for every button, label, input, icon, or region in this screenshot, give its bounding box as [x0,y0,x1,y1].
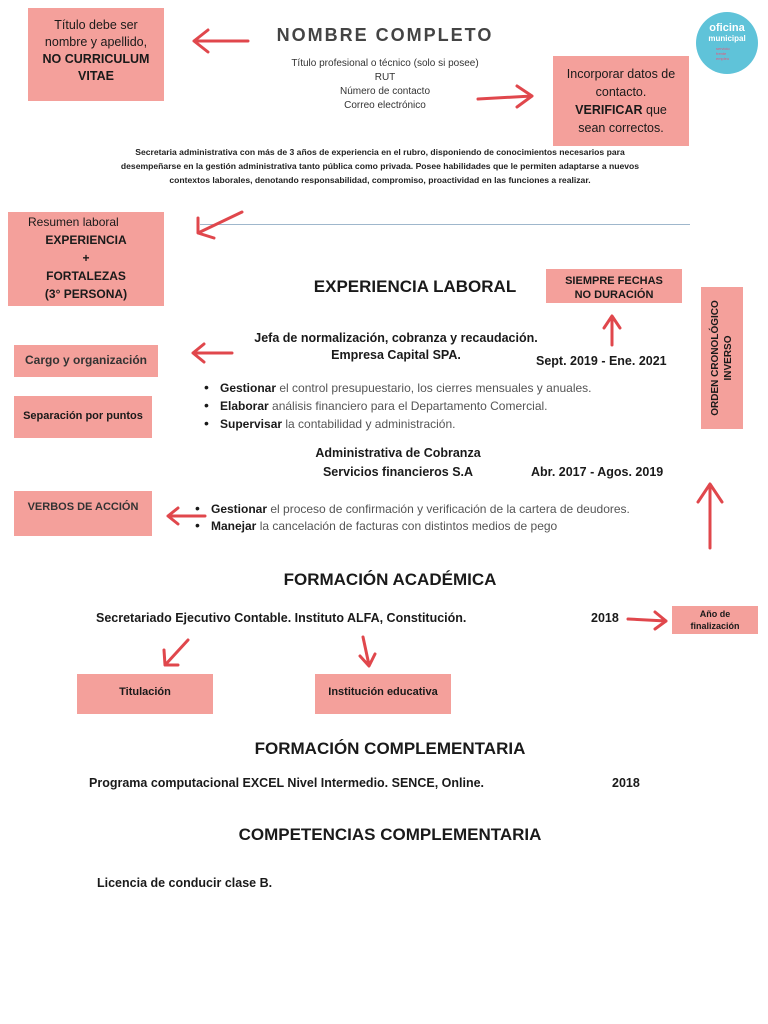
logo-tag-2: frente [716,51,727,56]
callout-contact-l4: sean correctos. [578,121,664,135]
arrow-left-icon [194,30,248,52]
arrow-left-icon [193,344,232,362]
contact-phone-line: Número de contacto [339,86,431,97]
arrow-down-left-icon [164,640,188,665]
callout-contact-l1: Incorporar datos de [566,67,676,81]
job-1-bullet-3-verb: Supervisar [220,417,283,431]
logo-tag-1: servicio [716,46,730,51]
contact-rut-line: RUT [374,72,396,83]
competencies-entry: Licencia de conducir clase B. [97,876,273,890]
job-1-position: Jefa de normalización, cobranza y recaudación. [254,331,538,345]
logo-word-2: municipal [708,34,746,43]
professional-summary: Secretaria administrativa con más de 3 años de experiencia en el rubro, disponiendo de conocimientos necesarios para desempeñarse en la gestión administrativa tanto pública como privada. Posee habilidades que le permiten adaptarse a nuevos contextos laborales, denotando responsabilidad, compromiso, proactividad en las funciones a realizar. [120,147,640,185]
job-2-company: Servicios financieros S.A [322,465,474,479]
contact-title-line: Título profesional o técnico (solo si posee) [291,58,479,69]
callout-dates-l2: NO DURACIÓN [574,289,654,301]
callout-contact-l2: contacto. [595,85,647,99]
callout-order-text: ORDEN CRONOLÓGICO INVERSO [710,300,734,416]
job-2-bullet-1-verb: Gestionar [211,502,268,516]
job-1-bullet-1-verb: Gestionar [220,381,277,395]
callout-summary-l4: FORTALEZAS [46,269,126,283]
job-2-bullet-2-verb: Manejar [211,519,257,533]
callout-contact-that: que [642,103,667,117]
callout-year-l2: finalización [690,621,740,631]
job-1-bullet-2-text: análisis financiero para el Departamento Comercial. [268,399,548,413]
arrow-right-icon [478,86,532,107]
arrow-down-icon [360,637,375,666]
job-1-bullet-3-text: la contabilidad y administración. [282,417,456,431]
job-1-company: Empresa Capital SPA. [331,348,461,362]
callout-position: Cargo y organización [14,345,158,377]
arrow-up-icon [604,316,620,345]
callout-summary-l2: EXPERIENCIA [45,233,127,247]
education-year: 2018 [591,611,619,625]
complementary-heading: FORMACIÓN COMPLEMENTARIA [254,739,526,758]
experience-heading: EXPERIENCIA LABORAL [313,277,517,296]
callout-summary-l5: (3° PERSONA) [44,287,128,301]
logo-word-1: oficina [709,22,745,34]
callout-title-l4: VITAE [78,69,114,83]
job-2-dates: Abr. 2017 - Agos. 2019 [531,465,664,479]
arrow-left-icon [168,508,205,524]
callout-verbs: VERBOS DE ACCIÓN [14,491,152,536]
logo-tag-3: empleo [716,56,730,61]
complementary-year: 2018 [612,776,640,790]
callout-title-l1: Título debe ser [54,18,138,32]
education-entry: Secretariado Ejecutivo Contable. Instituto ALFA, Constitución. [96,611,467,625]
job-1-dates: Sept. 2019 - Ene. 2021 [536,354,667,368]
callout-degree: Titulación [77,674,213,714]
competencies-heading: COMPETENCIAS COMPLEMENTARIA [238,825,542,844]
job-2-position: Administrativa de Cobranza [315,446,481,460]
callout-bullets: Separación por puntos [14,396,152,438]
page-title: NOMBRE COMPLETO [276,25,494,45]
arrow-right-icon [628,612,666,629]
callout-dates-l1: SIEMPRE FECHAS [565,275,663,287]
contact-email-line: Correo electrónico [344,100,426,111]
callout-contact-verify: VERIFICAR [575,103,643,117]
job-1-bullet-1-text: el control presupuestario, los cierres mensuales y anuales. [276,381,592,395]
callout-year-l1: Año de [699,609,731,619]
complementary-entry: Programa computacional EXCEL Nivel Intermedio. SENCE, Online. [89,776,485,790]
callout-title-l2: nombre y apellido, [44,35,148,49]
arrow-up-icon [698,484,722,548]
callout-title-l3: NO CURRICULUM [42,52,150,66]
arrow-down-left-icon [198,212,242,238]
job-2-bullet-2-text: la cancelación de facturas con distintos medios de pego [256,519,558,533]
job-1-bullet-2-verb: Elaborar [220,399,269,413]
callout-summary-l1: Resumen laboral [28,215,119,229]
job-2-bullet-1-text: el proceso de confirmación y verificación de la cartera de deudores. [267,502,630,516]
education-heading: FORMACIÓN ACADÉMICA [283,570,497,589]
callout-summary-l3: + [82,251,90,265]
callout-institution: Institución educativa [315,674,451,714]
